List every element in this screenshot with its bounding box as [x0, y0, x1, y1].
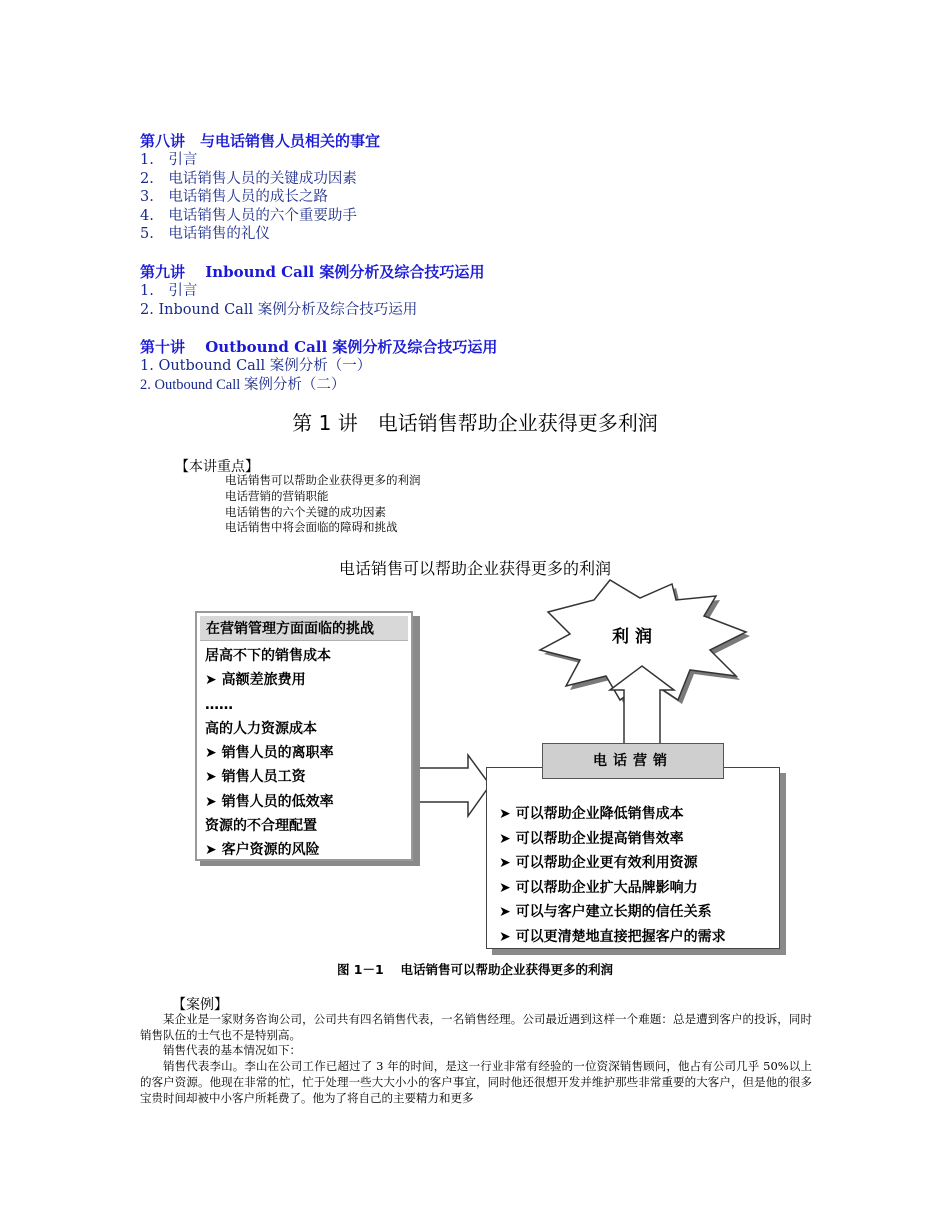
case-paragraph: 某企业是一家财务咨询公司，公司共有四名销售代表，一名销售经理。公司最近遇到这样一个难题：总是遭到客户的投诉，同时销售队伍的士气也不是特别高。	[140, 1012, 812, 1042]
benefit-item: ➤ 可以帮助企业降低销售成本	[499, 806, 684, 822]
keypoint-item: 电话营销的营销职能	[225, 488, 329, 503]
benefit-item: ➤ 可以更清楚地直接把握客户的需求	[499, 928, 726, 945]
toc-item: 1. 引言	[140, 283, 198, 299]
case-paragraph: 销售代表李山。李山在公司工作已超过了 3 年的时间，是这一行业非常有经验的一位资深销售顾问，他占有公司几乎 50%以上的客户资源。他现在非常的忙，忙于处理一些大大小小的客户事宜，同时他还很想开发并维护那些非常重要的大客户，但是他的很多宝贵时间却被中小客户所耗费了。他为了将自己的主要精力和更多	[140, 1059, 812, 1105]
benefit-item: ➤ 可以帮助企业提高销售效率	[499, 830, 684, 847]
challenges-box	[195, 611, 413, 861]
challenge-item: 居高不下的销售成本	[205, 648, 331, 664]
lecture-title: 第 1 讲 电话销售帮助企业获得更多利润	[292, 411, 658, 435]
case-paragraph: 销售代表的基本情况如下：	[163, 1043, 301, 1058]
toc-item: 2. Inbound Call 案例分析及综合技巧运用	[140, 301, 418, 318]
toc-item: 5. 电话销售的礼仪	[140, 226, 270, 243]
benefit-item: ➤ 可以帮助企业扩大品牌影响力	[499, 879, 698, 896]
toc-item: 4. 电话销售人员的六个重要助手	[140, 207, 357, 224]
case-body	[140, 1012, 812, 1106]
benefit-item: ➤ 可以帮助企业更有效利用资源	[499, 855, 698, 871]
keypoint-item: 电话销售可以帮助企业获得更多的利润	[225, 473, 421, 487]
case-heading: 【案例】	[172, 997, 228, 1013]
right-arrow	[416, 755, 490, 816]
keypoint-item: 电话销售的六个关键的成功因素	[225, 504, 386, 519]
profit-label: 利润	[612, 627, 658, 647]
challenge-item: 高的人力资源成本	[205, 720, 317, 737]
benefits-box	[486, 767, 780, 949]
challenges-heading: 在营销管理方面面临的挑战	[200, 616, 408, 641]
toc-item: 2. Outbound Call 案例分析（二）	[140, 376, 346, 393]
challenge-item: ……	[205, 696, 233, 713]
challenge-item: ➤ 销售人员的低效率	[205, 793, 334, 810]
figure-caption: 图 1－1 电话销售可以帮助企业获得更多的利润	[336, 962, 614, 977]
toc-section-title: 第九讲 Inbound Call 案例分析及综合技巧运用	[140, 263, 485, 281]
toc-item: 3. 电话销售人员的成长之路	[140, 189, 328, 206]
figure-title: 电话销售可以帮助企业获得更多的利润	[338, 559, 611, 578]
toc-item: 1. 引言	[140, 152, 198, 168]
challenge-item: ➤ 销售人员工资	[205, 769, 306, 786]
toc-item: 2. 电话销售人员的关键成功因素	[140, 170, 357, 187]
challenge-item: 资源的不合理配置	[205, 818, 317, 835]
phone-marketing-heading: 电话营销	[542, 743, 724, 779]
keypoint-item: 电话销售中将会面临的障碍和挑战	[225, 520, 398, 535]
keypoints-heading: 【本讲重点】	[175, 459, 259, 475]
toc-item: 1. Outbound Call 案例分析（一）	[140, 358, 372, 374]
challenge-item: ➤ 客户资源的风险	[205, 842, 320, 859]
challenge-item: ➤ 高额差旅费用	[205, 672, 306, 689]
benefit-item: ➤ 可以与客户建立长期的信任关系	[499, 904, 712, 920]
toc-section-title: 第八讲 与电话销售人员相关的事宜	[140, 132, 381, 150]
challenge-item: ➤ 销售人员的离职率	[205, 745, 334, 762]
toc-section-title: 第十讲 Outbound Call 案例分析及综合技巧运用	[140, 338, 498, 356]
